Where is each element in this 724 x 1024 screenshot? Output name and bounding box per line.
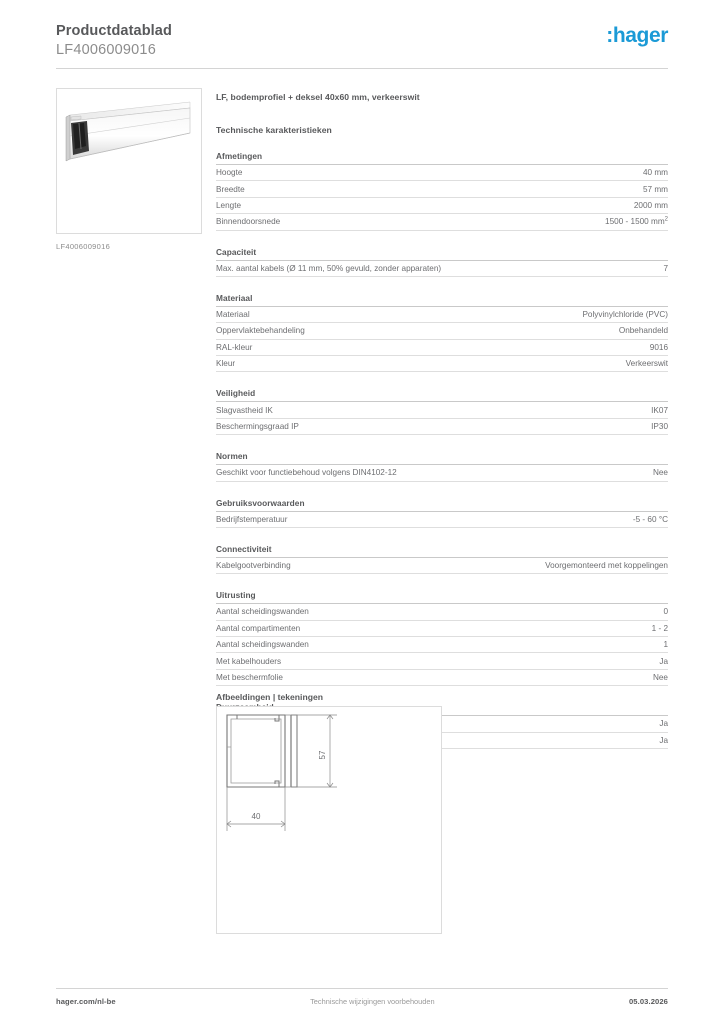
spec-value: Polyvinylchloride (PVC)	[582, 310, 668, 320]
spec-section	[216, 247, 668, 277]
spec-row	[216, 307, 668, 323]
spec-label: Materiaal	[216, 310, 250, 320]
spec-value: 2000 mm	[633, 200, 668, 210]
header-divider	[56, 68, 668, 69]
spec-label: Kleur	[216, 359, 236, 369]
technical-drawing	[216, 706, 442, 934]
spec-label: Met kabelhouders	[216, 656, 282, 666]
page-title: Productdatablad	[56, 23, 172, 39]
drawing-dim-height: 57	[318, 750, 327, 760]
section-title: Materiaal	[216, 293, 668, 307]
section-title: Gebruiksvoorwaarden	[216, 498, 668, 512]
spec-value: 1 - 2	[651, 623, 668, 633]
footer-disclaimer: Technische wijzigingen voorbehouden	[310, 997, 435, 1006]
hager-logo	[606, 25, 668, 46]
section-title: Capaciteit	[216, 247, 668, 261]
spec-value: Ja	[659, 735, 668, 745]
spec-row	[216, 637, 668, 653]
spec-value-text: 1500 - 1500 mm	[605, 217, 665, 227]
spec-value-superscript: 2	[664, 216, 668, 223]
section-title: Afmetingen	[216, 151, 668, 165]
spec-row	[216, 653, 668, 669]
spec-row	[216, 165, 668, 181]
drawings-heading: Afbeeldingen | tekeningen	[216, 692, 323, 702]
spec-value: 0	[663, 607, 668, 617]
spec-value: Nee	[652, 468, 668, 478]
spec-row	[216, 356, 668, 372]
spec-value: Nee	[652, 672, 668, 682]
footer-divider	[56, 988, 668, 989]
technical-characteristics-heading: Technische karakteristieken	[216, 125, 332, 135]
spec-label: Bedrijfstemperatuur	[216, 514, 288, 524]
section-title: Connectiviteit	[216, 544, 668, 558]
spec-value: Voorgemonteerd met koppelingen	[545, 561, 668, 571]
page-header	[56, 22, 668, 59]
spec-row	[216, 670, 668, 686]
spec-label: Lengte	[216, 200, 242, 210]
spec-row	[216, 261, 668, 277]
spec-row	[216, 340, 668, 356]
logo-colon-icon: :	[606, 24, 613, 47]
spec-value: 40 mm	[642, 168, 668, 178]
cross-section-drawing-icon	[217, 707, 441, 933]
spec-section	[216, 544, 668, 574]
spec-section	[216, 498, 668, 528]
spec-row	[216, 465, 668, 481]
footer-website[interactable]: hager.com/nl-be	[56, 997, 116, 1006]
drawing-dim-width: 40	[251, 812, 261, 821]
spec-value: Ja	[659, 719, 668, 729]
spec-value: -5 - 60 °C	[632, 514, 668, 524]
spec-label: Aantal compartimenten	[216, 623, 301, 633]
spec-label: Met beschermfolie	[216, 672, 283, 682]
spec-row	[216, 419, 668, 435]
header-titles	[56, 22, 172, 59]
spec-section	[216, 388, 668, 435]
spec-value: 57 mm	[642, 184, 668, 194]
spec-row	[216, 181, 668, 197]
spec-section	[216, 590, 668, 686]
product-image	[56, 88, 202, 234]
spec-row	[216, 512, 668, 528]
section-title: Uitrusting	[216, 590, 668, 604]
spec-label: Max. aantal kabels (Ø 11 mm, 50% gevuld, zonder apparaten)	[216, 263, 442, 273]
spec-label: Slagvastheid IK	[216, 405, 273, 415]
footer-date: 05.03.2026	[628, 997, 668, 1006]
section-title: Normen	[216, 451, 668, 465]
product-reference: LF4006009016	[56, 42, 156, 59]
spec-value: IP30	[651, 421, 668, 431]
spec-value: Verkeerswit	[625, 359, 668, 369]
spec-section	[216, 451, 668, 481]
spec-value: Ja	[659, 656, 668, 666]
spec-label: Breedte	[216, 184, 245, 194]
spec-label: Beschermingsgraad IP	[216, 421, 299, 431]
section-title: Veiligheid	[216, 388, 668, 402]
specifications-panel	[216, 92, 668, 749]
spec-value: IK07	[651, 405, 668, 415]
spec-value: 7	[663, 263, 668, 273]
spec-label: Aantal scheidingswanden	[216, 640, 309, 650]
spec-label: Aantal scheidingswanden	[216, 607, 309, 617]
spec-label: RAL-kleur	[216, 342, 253, 352]
spec-label: Hoogte	[216, 168, 243, 178]
spec-row	[216, 402, 668, 418]
spec-sections	[216, 151, 668, 749]
spec-section	[216, 151, 668, 231]
spec-label: Geschikt voor functiebehoud volgens DIN4102-12	[216, 468, 397, 478]
spec-value: 9016	[649, 342, 668, 352]
spec-section	[216, 293, 668, 373]
spec-value	[595, 217, 668, 226]
spec-row	[216, 621, 668, 637]
product-photo-icon	[57, 89, 202, 234]
product-image-caption: LF4006009016	[56, 242, 111, 251]
spec-value: Onbehandeld	[618, 326, 668, 336]
product-name: LF, bodemprofiel + deksel 40x60 mm, verkeerswit	[216, 92, 420, 102]
logo-wordmark: hager	[612, 24, 668, 47]
spec-label: Oppervlaktebehandeling	[216, 326, 305, 336]
spec-row	[216, 558, 668, 574]
spec-row	[216, 198, 668, 214]
spec-value: 1	[663, 640, 668, 650]
page-footer	[56, 997, 668, 1006]
spec-label: Kabelgootverbinding	[216, 561, 291, 571]
spec-row	[216, 214, 668, 230]
spec-row	[216, 604, 668, 620]
spec-row	[216, 323, 668, 339]
spec-label: Binnendoorsnede	[216, 217, 281, 227]
